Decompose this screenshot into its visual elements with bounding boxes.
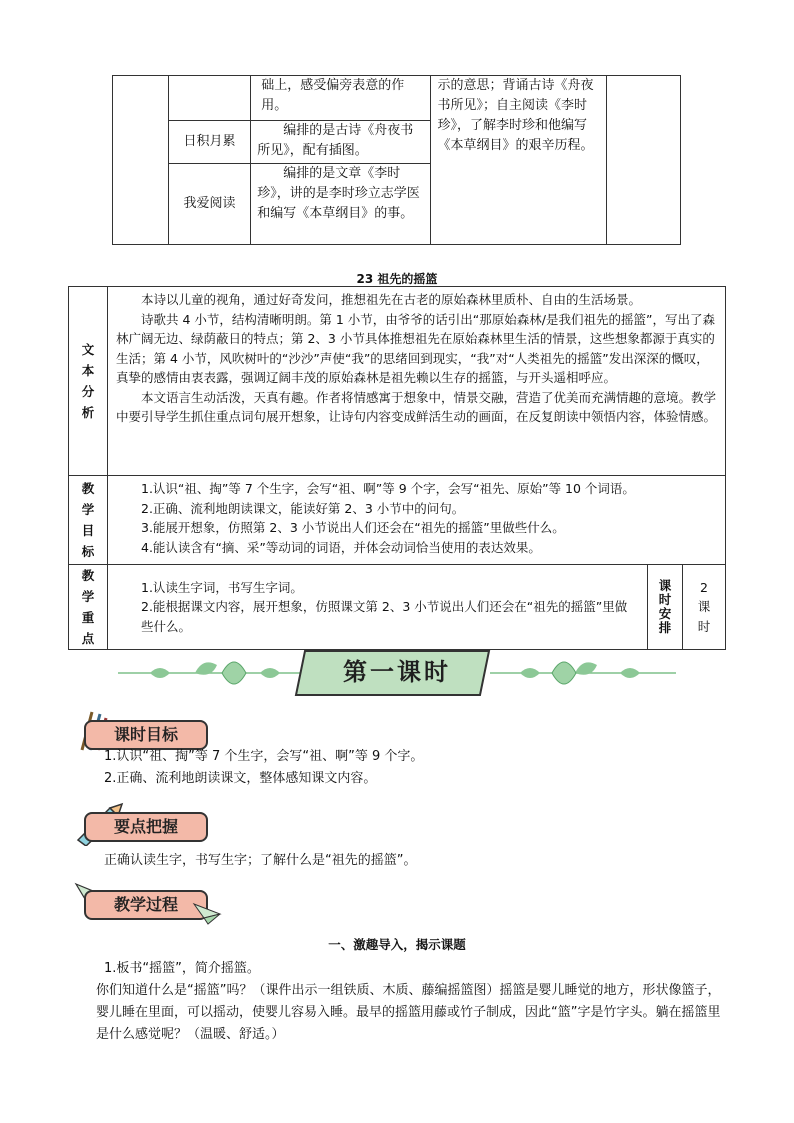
schedule-label: 课 时 安 排: [648, 565, 683, 650]
goal-item: 2.正确、流利地朗读课文，能读好第 2、3 小节中的问句。: [141, 500, 465, 516]
objective-line: 1.认识“祖、掏”等 7 个生字，会写“祖、啊”等 9 个字。: [104, 749, 424, 764]
content-cell: 编排的是文章《李时珍》，讲的是李时珍立志学医和编写《本草纲目》的事。: [251, 164, 431, 245]
table-row: [69, 565, 726, 650]
text-analysis-label: 文 本 分 析: [69, 287, 108, 476]
key-points-badge: 要点把握: [84, 812, 208, 842]
row-label: 我爱阅读: [168, 164, 250, 245]
paragraph: 诗歌共 4 小节，结构清晰明朗。第 1 小节，由爷爷的话引出“那原始森林/是我们祖先的摇篮”，写出了森林广阔无边、绿荫蔽日的特点；第 2、3 小节具体推想祖先在原始森林里生活的情景，这些想象都源于真实的生活；第 4 小节，风吹树叶的“沙沙”声使“我”的思绪回到现实，“我”对“人类祖先的摇篮”发出深深的慨叹，真挚的感情由衷表露，强调辽阔丰茂的原始森林是祖先赖以生存的摇篮，与开头遥相呼应。: [116, 311, 715, 385]
focus-item: 1.认读生字词，书写生字词。: [141, 579, 303, 595]
row-label: 日积月累: [168, 121, 250, 164]
teaching-focus-content: [108, 565, 648, 650]
teaching-focus-label: 教 学 重 点: [69, 565, 108, 650]
section-heading: 一、激趣导入，揭示课题: [328, 937, 466, 952]
empty-cell: [606, 76, 680, 245]
banner-title: 第一课时: [343, 657, 451, 686]
lesson-title: 23 祖先的摇篮: [356, 272, 438, 286]
key-points-text: [104, 850, 724, 872]
teaching-goals-label: 教 学 目 标: [69, 476, 108, 565]
teaching-goals-content: [108, 476, 726, 565]
schedule-hours: 2 课 时: [683, 565, 726, 650]
paper-plane-icon: [192, 902, 222, 926]
goal-item: 4.能认读含有“摘、采”等动词的词语，并体会动词恰当使用的表达效果。: [141, 539, 541, 555]
goal-item: 3.能展开想象，仿照第 2、3 小节说出人们还会在“祖先的摇篮”里做些什么。: [141, 520, 565, 535]
process-item: 1.板书“摇篮”，简介摇篮。: [104, 961, 260, 976]
content-cell: 编排的是古诗《舟夜书所见》，配有插图。: [251, 121, 431, 164]
process-text: [96, 958, 728, 1046]
unit-overview-table: [112, 75, 681, 245]
process-paragraph: 你们知道什么是“摇篮”吗？（课件出示一组铁质、木质、藤编摇篮图）摇篮是婴儿睡觉的地方，形状像篮子，婴儿睡在里面，可以摇动，使婴儿容易入睡。最早的摇篮用藤或竹子制成，因此“篮”字是竹字头。躺在摇篮里是什么感觉呢？（温暖、舒适。）: [96, 983, 721, 1042]
content-cell: 础上，感受偏旁表意的作用。: [251, 76, 431, 121]
table-row: [69, 287, 726, 476]
objective-line: 2.正确、流利地朗读课文，整体感知课文内容。: [104, 771, 377, 786]
goal-item: 1.认识“祖、掏”等 7 个生字，会写“祖、啊”等 9 个字，会写“祖先、原始”等 10 个词语。: [141, 481, 635, 496]
focus-item: 2.能根据课文内容，展开想象，仿照课文第 2、3 小节说出人们还会在“祖先的摇篮”里做些什么。: [141, 599, 628, 634]
table-row: [69, 476, 726, 565]
paragraph: 本文语言生动活泼，天真有趣。作者将情感寓于想象中，情景交融，营造了优美而充满情趣的意境。教学中要引导学生抓住重点词句展开想象，让诗句内容变成鲜活生动的画面，在反复朗读中领悟内容，体验情感。: [116, 389, 717, 424]
objectives-text: [104, 746, 724, 790]
key-point-line: 正确认读生字，书写生字；了解什么是“祖先的摇篮”。: [104, 853, 417, 868]
section-badge: [74, 800, 224, 846]
section-badge: [74, 878, 224, 924]
empty-cell: [113, 76, 169, 245]
process-badge: 教学过程: [84, 890, 208, 920]
table-row: [113, 76, 681, 121]
objectives-badge: 课时目标: [84, 720, 208, 750]
paragraph: 本诗以儿童的视角，通过好奇发问，推想祖先在古老的原始森林里质朴、自由的生活场景。: [141, 292, 642, 307]
text-analysis-content: [108, 287, 726, 476]
content-cell: 示的意思；背诵古诗《舟夜书所见》；自主阅读《李时珍》，了解李时珍和他编写《本草纲目》的艰辛历程。: [431, 76, 606, 245]
empty-cell: [168, 76, 250, 121]
lesson-analysis-table: [68, 286, 726, 650]
